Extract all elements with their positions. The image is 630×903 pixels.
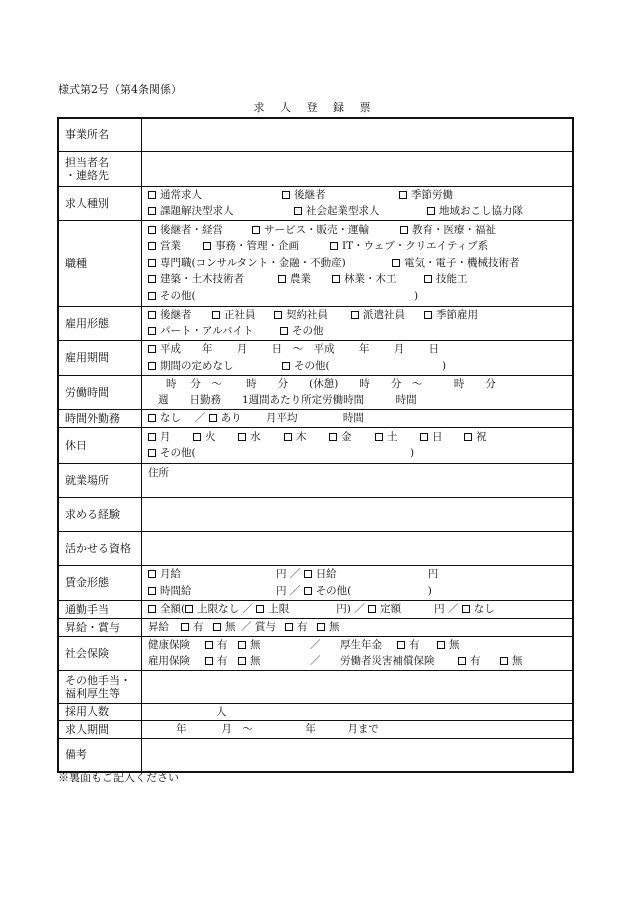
row-raise-bonus (58, 618, 573, 636)
workplace-field[interactable] (142, 463, 574, 497)
opt-monthly: 月給 (160, 568, 181, 580)
employment-period-fields (142, 340, 574, 375)
checkbox[interactable] (212, 311, 220, 319)
row-hiring-count (58, 703, 573, 721)
checkbox[interactable] (148, 587, 156, 595)
row-workplace (58, 463, 573, 497)
remarks-label: 備考 (58, 738, 142, 772)
checkbox[interactable] (294, 207, 302, 215)
checkbox[interactable] (368, 605, 376, 613)
employment-period-label: 雇用期間 (58, 340, 142, 375)
row-commute (58, 600, 573, 618)
checkbox[interactable] (148, 605, 156, 613)
opt-no: 無 (329, 620, 340, 633)
separator: ／ (354, 602, 365, 615)
qualifications-field[interactable] (142, 531, 574, 565)
checkbox[interactable] (462, 605, 470, 613)
hiring-count-label: 採用人数 (58, 703, 142, 721)
checkbox[interactable] (304, 587, 312, 595)
checkbox[interactable] (238, 433, 246, 441)
opt-electrical-engineer: 電気・電子・機械技術者 (404, 256, 520, 269)
office-name-field[interactable] (142, 118, 574, 151)
contact-label-line1: 担当者名 (65, 155, 109, 169)
opt-no: 無 (225, 620, 236, 633)
day-holiday: 祝 (476, 430, 487, 443)
era-label: 平成 (160, 343, 181, 355)
opt-education-medical: 教育・医療・福祉 (412, 223, 496, 236)
opt-yes: 有 (193, 620, 204, 633)
holidays-label: 休日 (58, 427, 142, 463)
checkbox[interactable] (375, 433, 383, 441)
row-insurance (58, 636, 573, 670)
checkbox[interactable] (351, 311, 359, 319)
opt-none: なし (473, 602, 495, 615)
yen-unit: 円 (276, 568, 287, 580)
paren-close: ) (414, 289, 419, 302)
opt-other: その他( (294, 359, 330, 372)
checkbox[interactable] (458, 657, 466, 665)
occupation-label: 職種 (58, 220, 142, 306)
checkbox[interactable] (148, 311, 156, 319)
checkbox[interactable] (148, 362, 156, 370)
contact-field[interactable] (142, 151, 574, 186)
commute-options (142, 600, 574, 618)
opt-yes: 有 (217, 638, 228, 651)
opt-seasonal: 季節雇用 (436, 308, 478, 321)
separator: ／ (289, 568, 301, 580)
paren-close: ) (442, 359, 447, 372)
day-mon: 月 (160, 430, 171, 443)
separator: ／ (194, 411, 206, 424)
occupation-options (142, 220, 574, 306)
checkbox[interactable] (278, 275, 286, 283)
insurance-label: 社会保険 (58, 636, 142, 670)
recruit-period-label: 求人期間 (58, 721, 142, 739)
yen-unit: 円 (434, 602, 445, 615)
checkbox[interactable] (148, 570, 156, 578)
raise-label: 昇給 (148, 620, 169, 633)
checkbox[interactable] (282, 362, 290, 370)
contact-label (58, 151, 142, 186)
opt-no-term: 期間の定めなし (160, 359, 234, 372)
opt-successor-management: 後継者・経営 (160, 223, 223, 236)
checkbox[interactable] (317, 623, 325, 631)
wage-options (142, 565, 574, 600)
checkbox[interactable] (304, 570, 312, 578)
checkbox[interactable] (205, 641, 213, 649)
checkbox[interactable] (256, 605, 264, 613)
checkbox[interactable] (400, 226, 408, 234)
checkbox[interactable] (148, 345, 156, 353)
checkbox[interactable] (148, 327, 156, 335)
checkbox[interactable] (464, 433, 472, 441)
opt-full: 全額( (160, 602, 186, 615)
other-allowance-line2: 福利厚生等 (65, 686, 120, 700)
day-tue: 火 (205, 430, 216, 443)
row-overtime (58, 409, 573, 427)
office-name-label: 事業所名 (58, 118, 142, 151)
checkbox[interactable] (329, 433, 337, 441)
day-wed: 水 (250, 430, 261, 443)
opt-no: 無 (512, 655, 523, 667)
row-office-name (58, 118, 573, 151)
checkbox[interactable] (252, 226, 260, 234)
checkbox[interactable] (424, 311, 432, 319)
checkbox[interactable] (399, 191, 407, 199)
wage-label: 賃金形態 (58, 565, 142, 600)
opt-regional-revitalization: 地域おこし協力隊 (439, 205, 523, 217)
checkbox[interactable] (424, 275, 432, 283)
opt-hourly: 時間給 (160, 584, 192, 597)
row-remarks (58, 738, 573, 772)
opt-it-web: IT・ウェブ・クリエイティブ系 (342, 240, 489, 253)
checkbox[interactable] (205, 657, 213, 665)
opt-office-admin: 事務・管理・企画 (215, 240, 299, 253)
employment-form-options (142, 306, 574, 340)
opt-other: その他( (160, 289, 196, 302)
raise-bonus-label: 昇給・賞与 (58, 618, 142, 636)
checkbox[interactable] (238, 641, 246, 649)
opt-yes: 有 (409, 638, 420, 651)
hours-unit: 時間 (342, 411, 364, 424)
checkbox[interactable] (181, 623, 189, 631)
other-allowance-label (58, 670, 142, 703)
checkbox[interactable] (148, 191, 156, 199)
checkbox[interactable] (282, 191, 290, 199)
row-other-allowance (58, 670, 573, 703)
checkbox[interactable] (193, 433, 201, 441)
opt-problem-solving: 課題解決型求人 (160, 205, 234, 217)
opt-yes: 有 (217, 655, 228, 667)
day-sun: 日 (432, 430, 443, 443)
checkbox[interactable] (209, 414, 217, 422)
row-recruit-period (58, 721, 573, 739)
checkbox[interactable] (500, 657, 508, 665)
recruit-period-range: 年 月 ～ 年 月まで (176, 723, 379, 735)
health-insurance: 健康保険 (148, 638, 190, 651)
opt-forestry: 林業・木工 (344, 273, 397, 286)
checkbox[interactable] (238, 657, 246, 665)
checkbox[interactable] (148, 226, 156, 234)
paren-close: ) (427, 584, 432, 597)
checkbox[interactable] (148, 433, 156, 441)
row-wage (58, 565, 573, 600)
row-employment-form (58, 306, 573, 340)
recruit-period-field[interactable] (142, 721, 574, 739)
opt-other: その他( (160, 447, 196, 459)
checkbox[interactable] (148, 449, 156, 457)
footer-note: ※裏面もご記入ください (58, 771, 179, 784)
day-thu: 木 (296, 430, 307, 443)
opt-sales: 営業 (160, 240, 181, 253)
opt-dispatch: 派遣社員 (363, 308, 405, 321)
other-allowance-line1: その他手当・ (65, 673, 131, 687)
row-holidays (58, 427, 573, 463)
checkbox[interactable] (148, 292, 156, 300)
day-fri: 金 (341, 430, 352, 443)
checkbox[interactable] (274, 311, 282, 319)
yen-unit: 円 (427, 568, 439, 580)
experience-field[interactable] (142, 497, 574, 531)
opt-yes: 有 (297, 620, 308, 633)
workplace-label: 就業場所 (58, 463, 142, 497)
checkbox[interactable] (148, 414, 156, 422)
weekly-hours: 週 日勤務 1週間あたり所定労働時間 時間 (158, 394, 417, 406)
opt-successor: 後継者 (160, 308, 192, 321)
paren-close: ) (410, 447, 415, 459)
opt-no: 無 (250, 655, 261, 667)
job-registration-form (57, 117, 574, 773)
checkbox[interactable] (148, 207, 156, 215)
working-hours-fields (142, 375, 574, 409)
checkbox[interactable] (285, 623, 293, 631)
separator: ／ (310, 655, 321, 667)
opt-professional: 専門職(コンサルタント・金融・不動産) (160, 256, 346, 269)
opt-no: 無 (449, 638, 460, 651)
checkbox[interactable] (420, 433, 428, 441)
checkbox[interactable] (185, 605, 193, 613)
opt-none: なし (160, 411, 181, 424)
checkbox[interactable] (332, 275, 340, 283)
checkbox[interactable] (148, 275, 156, 283)
day-sat: 土 (387, 430, 398, 443)
opt-other: その他( (315, 584, 352, 597)
yen-unit: 円 (276, 584, 287, 597)
holidays-options (142, 427, 574, 463)
checkbox[interactable] (397, 641, 405, 649)
row-job-type (58, 186, 573, 220)
separator: ／ (242, 602, 253, 615)
checkbox[interactable] (427, 207, 435, 215)
opt-yes: 有 (470, 655, 481, 667)
opt-agriculture: 農業 (290, 273, 311, 286)
employment-insurance: 雇用保険 (148, 655, 190, 667)
employment-form-label: 雇用形態 (58, 306, 142, 340)
bonus-label: ／ 賞与 (241, 620, 276, 633)
row-contact (58, 151, 573, 186)
separator: ／ (289, 584, 301, 597)
checkbox[interactable] (213, 623, 221, 631)
hours-range: 時 分 ～ 時 分 (休憩) 時 分 ～ 時 分 (166, 377, 496, 390)
qualifications-label: 活かせる資格 (58, 531, 142, 565)
period-range: 年 月 日 ～ 平成 年 月 日 (202, 343, 440, 355)
opt-seasonal: 季節労働 (411, 188, 453, 201)
monthly-average: 月平均 (266, 411, 298, 424)
opt-parttime: パート・アルバイト (160, 325, 254, 337)
checkbox[interactable] (280, 327, 288, 335)
overtime-fields (142, 409, 574, 427)
opt-skilled: 技能工 (436, 273, 468, 286)
experience-label: 求める経験 (58, 497, 142, 531)
row-employment-period (58, 340, 573, 375)
row-working-hours (58, 375, 573, 409)
checkbox[interactable] (392, 259, 400, 267)
people-unit: 人 (216, 705, 227, 718)
pension: 厚生年金 (340, 638, 382, 651)
opt-construction: 建築・土木技術者 (160, 273, 244, 286)
opt-contract: 契約社員 (286, 308, 328, 321)
checkbox[interactable] (330, 242, 338, 250)
checkbox[interactable] (148, 242, 156, 250)
insurance-options (142, 636, 574, 670)
overtime-label: 時間外勤務 (58, 409, 142, 427)
hiring-count-field[interactable] (142, 703, 574, 721)
opt-exists: あり (220, 411, 242, 424)
separator: ／ (310, 638, 321, 651)
opt-successor: 後継者 (294, 188, 326, 201)
opt-limit: 上限 (268, 602, 290, 615)
address-label: 住所 (148, 466, 169, 479)
yen-close: 円) (336, 602, 351, 615)
job-type-options (142, 186, 574, 220)
other-allowance-field[interactable] (142, 670, 574, 703)
opt-no: 無 (250, 638, 261, 651)
row-experience (58, 497, 573, 531)
working-hours-label: 労働時間 (58, 375, 142, 409)
opt-service-sales: サービス・販売・運輸 (264, 223, 369, 236)
row-qualifications (58, 531, 573, 565)
contact-label-line2: ・連絡先 (65, 168, 109, 182)
separator: ／ (447, 602, 459, 615)
remarks-field[interactable] (142, 738, 574, 772)
opt-no-limit: 上限なし (197, 602, 240, 615)
checkbox[interactable] (437, 641, 445, 649)
checkbox[interactable] (203, 242, 211, 250)
opt-fulltime: 正社員 (224, 308, 256, 321)
opt-fixed: 定額 (380, 602, 402, 615)
opt-other: その他 (292, 325, 324, 337)
checkbox[interactable] (148, 259, 156, 267)
workers-comp: 労働者災害補償保険 (340, 655, 435, 667)
opt-daily: 日給 (315, 568, 337, 580)
job-type-label: 求人種別 (58, 186, 142, 220)
commute-label: 通勤手当 (58, 600, 142, 618)
checkbox[interactable] (284, 433, 292, 441)
document-title: 求 人 登 録 票 (253, 101, 377, 114)
opt-social-enterprise: 社会起業型求人 (306, 205, 380, 217)
raise-bonus-options (142, 618, 574, 636)
opt-regular: 通常求人 (160, 188, 202, 201)
form-number: 様式第2号（第4条関係） (58, 83, 182, 96)
row-occupation (58, 220, 573, 306)
